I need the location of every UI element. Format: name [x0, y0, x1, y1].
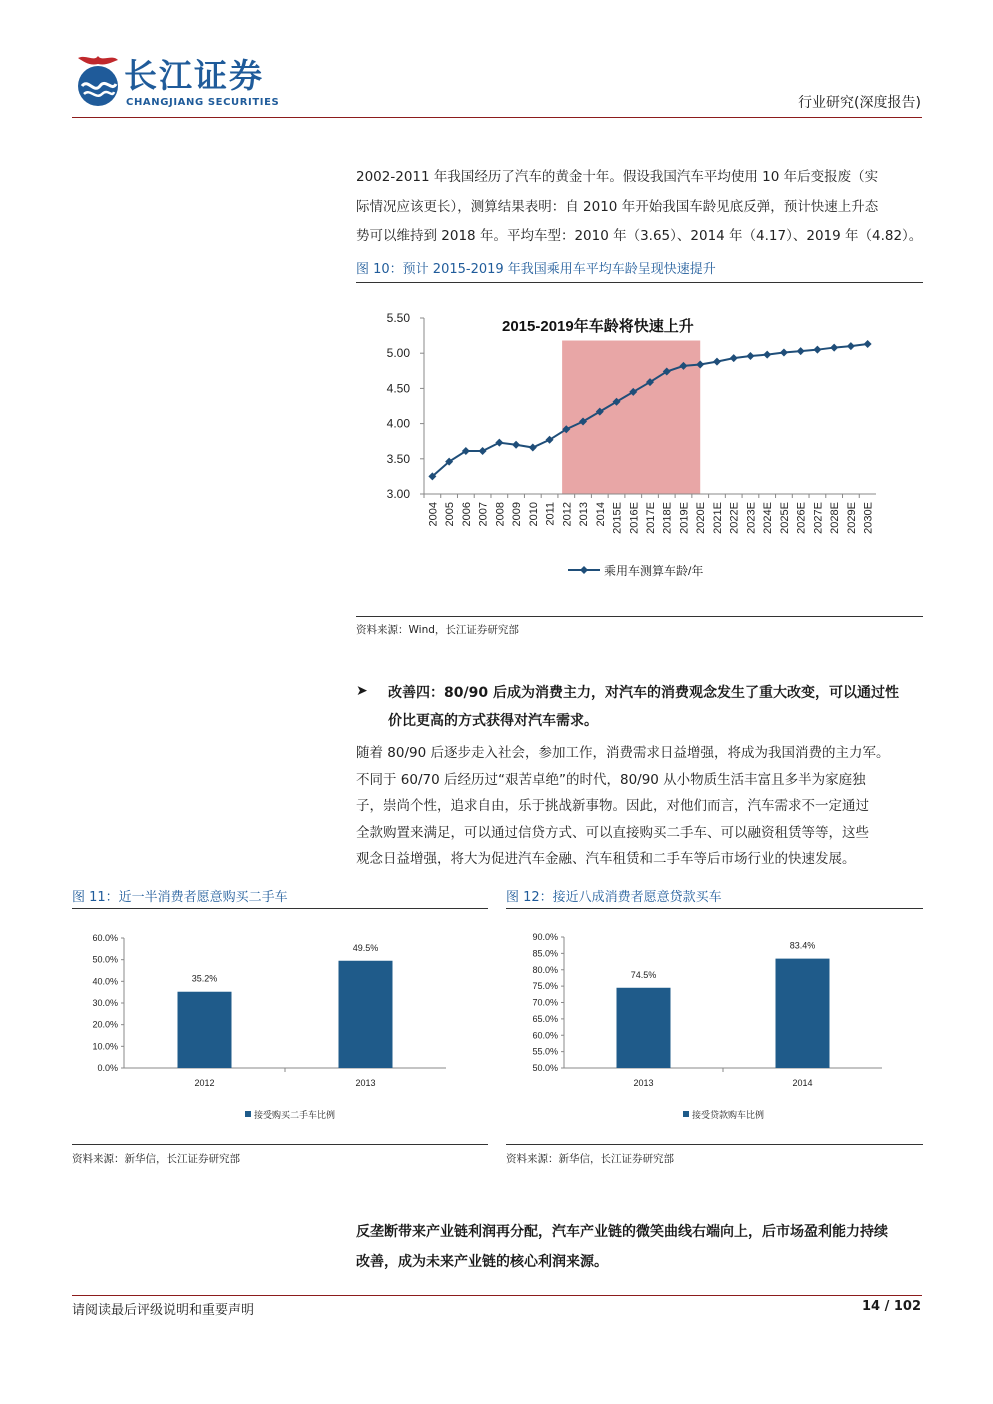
bar	[617, 988, 671, 1068]
y-tick-label: 40.0%	[92, 976, 118, 987]
x-tick-label: 2010	[527, 502, 540, 527]
y-tick-label: 20.0%	[92, 1019, 118, 1030]
figure12-bottom-rule	[506, 1144, 923, 1145]
bar	[339, 961, 393, 1068]
data-point	[813, 346, 821, 354]
figure12-title: 图 12：接近八成消费者愿意贷款买车	[506, 890, 722, 905]
legend-swatch	[683, 1111, 689, 1117]
data-point	[797, 347, 805, 355]
conclusion-paragraph	[356, 1217, 923, 1277]
bullet-heading	[388, 679, 923, 735]
x-tick-label: 2016E	[628, 502, 641, 534]
x-tick-label: 2009	[511, 502, 524, 527]
chart-annotation: 2015-2019年车龄将快速上升	[502, 318, 694, 335]
figure10-top-rule	[356, 282, 923, 283]
data-point	[780, 348, 788, 356]
data-point	[529, 444, 537, 452]
vehicle-age-line-chart	[356, 290, 923, 600]
used-car-bar-chart	[72, 918, 488, 1138]
footer-divider	[72, 1295, 922, 1296]
intro-line: 2002-2011 年我国经历了汽车的黄金十年。假设我国汽车平均使用 10 年后变报废（实	[356, 169, 879, 185]
x-tick-label: 2018E	[661, 502, 674, 534]
x-tick-label: 2012	[561, 502, 574, 527]
x-tick-label: 2022E	[728, 502, 741, 534]
figure12-source: 资料来源：新华信，长江证券研究部	[506, 1153, 674, 1165]
data-point	[864, 340, 872, 348]
x-tick-label: 2014	[792, 1078, 813, 1088]
data-point	[763, 351, 771, 359]
x-tick-label: 2014	[594, 502, 607, 527]
y-tick-label: 10.0%	[92, 1041, 118, 1052]
legend-label: 乘用车测算车龄/年	[604, 564, 704, 578]
body-line: 观念日益增强，将大为促进汽车金融、汽车租赁和二手车等后市场行业的快速发展。	[356, 851, 856, 867]
data-point	[847, 342, 855, 350]
data-point	[512, 441, 520, 449]
figure12-top-rule	[506, 908, 923, 909]
y-tick-label: 70.0%	[532, 997, 558, 1008]
figure10-source: 资料来源：Wind，长江证券研究部	[356, 624, 519, 636]
x-tick-label: 2008	[494, 502, 507, 527]
body-line: 随着 80/90 后逐步走入社会，参加工作，消费需求日益增强，将成为我国消费的主力军。	[356, 745, 890, 761]
data-point	[730, 354, 738, 362]
data-label: 74.5%	[630, 969, 657, 980]
x-tick-label: 2012	[194, 1078, 215, 1088]
y-tick-label: 85.0%	[532, 948, 558, 959]
y-tick-label: 50.0%	[532, 1063, 558, 1073]
x-tick-label: 2025E	[778, 502, 791, 534]
figure11-title: 图 11：近一半消费者愿意购买二手车	[72, 890, 288, 905]
y-tick-label: 5.50	[386, 311, 410, 325]
x-tick-label: 2007	[477, 502, 490, 527]
data-point	[495, 439, 503, 447]
y-tick-label: 75.0%	[532, 981, 558, 992]
x-tick-label: 2011	[544, 502, 557, 526]
x-tick-label: 2021E	[711, 502, 724, 534]
y-tick-label: 30.0%	[92, 998, 118, 1008]
x-tick-label: 2013	[633, 1078, 654, 1088]
intro-line: 势可以维持到 2018 年。平均车型：2010 年（3.65）、2014 年（4.17）、2019 年（4.82）。	[356, 228, 923, 244]
body-paragraph	[356, 740, 923, 873]
y-tick-label: 55.0%	[532, 1046, 558, 1057]
highlight-band	[562, 341, 700, 494]
legend-label: 接受贷款购车比例	[692, 1110, 765, 1120]
logo-emblem-icon	[72, 52, 124, 110]
y-tick-label: 5.00	[386, 346, 410, 361]
x-tick-label: 2029E	[845, 502, 858, 534]
x-tick-label: 2024E	[762, 502, 775, 534]
intro-line: 际情况应该更长），测算结果表明：自 2010 年开始我国车龄见底反弹，预计快速上升态	[356, 198, 879, 215]
figure11-top-rule	[72, 908, 488, 909]
legend-label: 接受购买二手车比例	[254, 1110, 336, 1120]
x-tick-label: 2017E	[645, 502, 657, 534]
x-tick-label: 2013	[578, 502, 591, 527]
logo-text-en: CHANGJIANG SECURITIES	[126, 97, 280, 108]
y-tick-label: 60.0%	[92, 933, 118, 943]
bar	[776, 959, 830, 1068]
data-label: 35.2%	[191, 973, 218, 984]
report-type: 行业研究(深度报告)	[798, 95, 921, 111]
figure10-bottom-rule	[356, 616, 923, 617]
logo-text-cn: 长江证券	[124, 56, 264, 95]
page-number: 14 / 102	[861, 1299, 921, 1314]
y-tick-label: 4.00	[386, 416, 410, 431]
y-tick-label: 3.00	[386, 487, 410, 501]
bar	[178, 992, 232, 1068]
y-tick-label: 65.0%	[532, 1013, 558, 1024]
x-tick-label: 2027E	[812, 502, 825, 534]
x-tick-label: 2028E	[829, 502, 842, 534]
header-divider	[72, 117, 922, 118]
data-point	[830, 344, 838, 352]
bullet-arrow-icon: ➤	[356, 683, 368, 699]
y-tick-label: 80.0%	[532, 964, 558, 975]
x-tick-label: 2026E	[795, 502, 808, 534]
data-label: 83.4%	[789, 940, 816, 951]
x-tick-label: 2004	[427, 502, 440, 527]
data-point	[479, 447, 487, 455]
body-line: 全款购置来满足，可以通过信贷方式、可以直接购买二手车、可以融资租赁等等，这些	[356, 824, 869, 841]
y-tick-label: 60.0%	[532, 1030, 558, 1041]
data-point	[746, 352, 754, 360]
x-tick-label: 2006	[460, 502, 473, 527]
footer-disclaimer: 请阅读最后评级说明和重要声明	[72, 1303, 255, 1318]
x-tick-label: 2019E	[678, 502, 691, 534]
figure11-source: 资料来源：新华信，长江证券研究部	[72, 1153, 240, 1165]
body-line: 不同于 60/70 后经历过“艰苦卓绝”的时代，80/90 从小物质生活丰富且多半为家庭独	[356, 771, 866, 788]
x-tick-label: 2005	[444, 502, 457, 527]
y-tick-label: 90.0%	[532, 932, 558, 942]
figure10-title: 图 10：预计 2015-2019 年我国乘用车平均车龄呈现快速提升	[356, 262, 716, 277]
y-tick-label: 50.0%	[92, 954, 118, 965]
figure11-bottom-rule	[72, 1144, 488, 1145]
bullet-line: 价比更高的方式获得对汽车需求。	[388, 713, 598, 729]
data-label: 49.5%	[352, 942, 379, 953]
x-tick-label: 2030E	[862, 502, 875, 534]
y-tick-label: 4.50	[386, 381, 410, 396]
intro-paragraph	[356, 163, 923, 252]
body-line: 子，崇尚个性，追求自由，乐于挑战新事物。因此，对他们而言，汽车需求不一定通过	[356, 798, 869, 814]
car-loan-bar-chart	[506, 918, 923, 1138]
conclusion-line: 反垄断带来产业链利润再分配，汽车产业链的微笑曲线右端向上，后市场盈利能力持续	[356, 1224, 888, 1240]
data-point	[713, 358, 721, 366]
y-tick-label: 0.0%	[97, 1063, 118, 1073]
legend-swatch	[245, 1111, 251, 1117]
legend-marker	[580, 566, 588, 574]
y-tick-label: 3.50	[386, 451, 410, 466]
x-tick-label: 2020E	[695, 502, 708, 534]
x-tick-label: 2013	[355, 1078, 376, 1088]
x-tick-label: 2023E	[745, 502, 758, 534]
x-tick-label: 2015E	[611, 502, 624, 534]
conclusion-line: 改善，成为未来产业链的核心利润来源。	[356, 1254, 608, 1270]
bullet-line: 改善四：80/90 后成为消费主力，对汽车的消费观念发生了重大改变，可以通过性	[388, 685, 899, 701]
